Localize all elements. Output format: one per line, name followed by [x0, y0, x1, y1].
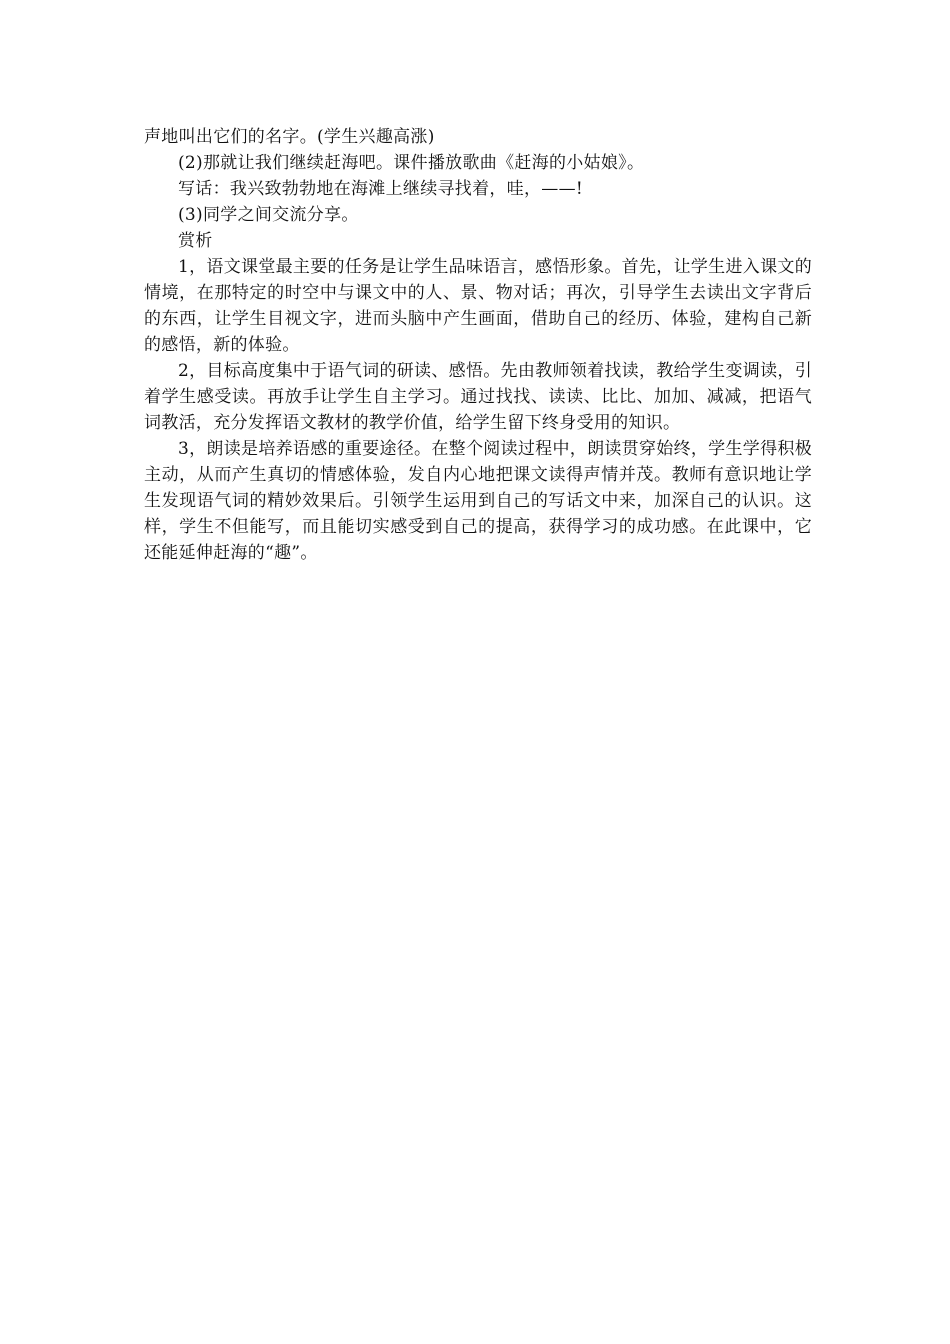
paragraph-analysis-2: 2，目标高度集中于语气词的研读、感悟。先由教师领着找读，教给学生变调读，引着学生感受读。再放手让学生自主学习。通过找找、读读、比比、加加、减减，把语气词教活，充分发挥语文教材的教学价值，给学生留下终身受用的知识。	[144, 361, 812, 433]
paragraph-analysis-3: 3，朗读是培养语感的重要途径。在整个阅读过程中，朗读贯穿始终，学生学得积极主动，从而产生真切的情感体验，发自内心地把课文读得声情并茂。教师有意识地让学生发现语气词的精妙效果后。引领学生运用到自己的写话文中来，加深自己的认识。这样，学生不但能写，而且能切实感受到自己的提高，获得学习的成功感。在此课中，它还能延伸赶海的“趣”。	[144, 439, 812, 563]
paragraph-continuation: 声地叫出它们的名字。(学生兴趣高涨)	[144, 127, 435, 147]
paragraph-step-2: (2)那就让我们继续赶海吧。课件播放歌曲《赶海的小姑娘》。	[178, 153, 645, 173]
section-heading-analysis: 赏析	[178, 231, 213, 251]
paragraph-analysis-1: 1，语文课堂最主要的任务是让学生品味语言，感悟形象。首先，让学生进入课文的情境，在那特定的时空中与课文中的人、景、物对话；再次，引导学生去读出文字背后的东西，让学生目视文字，进而头脑中产生画面，借助自己的经历、体验，建构自己新的感悟，新的体验。	[144, 257, 812, 355]
document-body	[144, 124, 812, 566]
paragraph-step-3: (3)同学之间交流分享。	[178, 205, 359, 225]
paragraph-writing-prompt: 写话：我兴致勃勃地在海滩上继续寻找着，哇，——!	[178, 179, 584, 199]
